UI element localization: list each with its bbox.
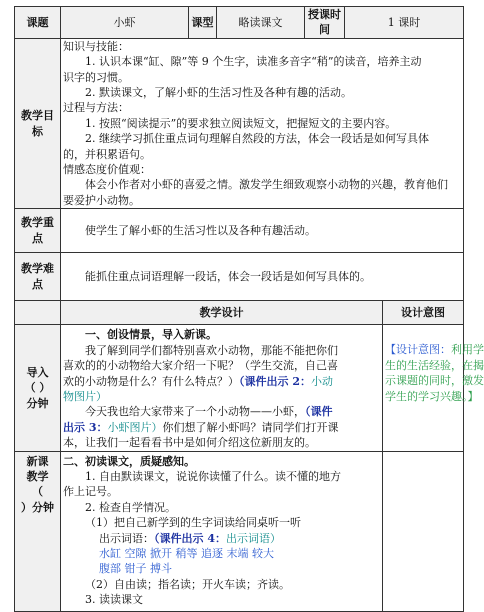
key-points-row <box>15 209 464 253</box>
type-label: 课型 <box>189 7 217 39</box>
design-header: 教学设计 <box>61 301 383 325</box>
intro-intent <box>383 325 484 451</box>
new-lesson-line: 2. 检查自学情况。 <box>85 500 176 514</box>
new-lesson-label-line: 教学 <box>26 469 49 483</box>
goals-line: 过程与方法： <box>63 101 129 115</box>
intent-line: 生的生活经验，在揭 <box>385 358 484 372</box>
key-points-content <box>61 209 464 253</box>
new-lesson-heading: 二、初读课文，质疑感知。 <box>63 454 195 468</box>
intent-line <box>385 342 484 357</box>
design-header-row <box>15 301 464 325</box>
goals-line: 要爱护小动物。 <box>63 193 140 207</box>
intro-text-span: 你们想了解小虾吗？请同学们打开课 <box>162 420 339 434</box>
slide-cue-text: 出示词语） <box>225 531 281 545</box>
intro-text-line <box>63 404 380 419</box>
slide-cue-text: 小动 <box>310 374 333 388</box>
intro-content <box>61 325 383 451</box>
slide-cue-text: 物图片） <box>63 389 107 403</box>
new-lesson-label-line: （ <box>32 485 43 499</box>
intro-text-span: 欢的小动物是什么？有什么特点？） <box>63 374 239 388</box>
intent-text: 利用学 <box>451 343 484 357</box>
vocab-line: 水缸 空隙 掀开 稍等 追逐 末端 较大 <box>99 546 274 560</box>
slide-cue-label: （课件 <box>305 405 333 419</box>
goals-line: 2. 默读课文，了解小虾的生活习性及各种有趣的活动。 <box>85 86 352 100</box>
intro-heading: 一、创设情景，导入新课。 <box>85 328 217 342</box>
goals-line: 知识与技能： <box>63 39 129 53</box>
intent-header: 设计意图 <box>383 301 464 325</box>
lesson-plan-table <box>14 6 484 612</box>
new-lesson-row <box>15 451 464 611</box>
intro-label-line: 分钟 <box>26 396 49 410</box>
course-value: 小虾 <box>61 7 189 39</box>
key-points-label: 教学重点 <box>15 209 61 253</box>
design-blank-cell <box>15 301 61 325</box>
difficulties-row <box>15 253 464 301</box>
new-lesson-label-line: ）分钟 <box>21 500 54 514</box>
goals-row <box>15 38 464 208</box>
new-lesson-content <box>61 451 383 611</box>
new-lesson-line: （2）自由读；指名读；开火车读；齐读。 <box>85 577 290 591</box>
hours-value: 1 课时 <box>345 7 464 39</box>
key-points-text: 使学生了解小虾的生活习性以及各种有趣活动。 <box>85 224 316 238</box>
new-lesson-line: 作上记号。 <box>63 485 118 499</box>
intro-text-line: 喜欢的的小动物给大家介绍一下呢？（学生交流，自己喜 <box>63 359 338 373</box>
new-lesson-line: （1）把自己新学到的生字词读给同桌听一听 <box>85 516 301 530</box>
difficulties-content <box>61 253 464 301</box>
intent-text: 【设计意图： <box>385 343 451 357</box>
intro-label <box>15 325 61 451</box>
new-lesson-label <box>15 451 61 611</box>
hours-label: 授课时间 <box>305 7 345 39</box>
intro-text-line: 我了解到同学们都特别喜欢小动物，那能不能把你们 <box>85 343 338 357</box>
intent-line: 示课题的同时，激发 <box>385 374 484 388</box>
goals-line: 1. 按照“阅读提示”的要求独立阅读短文，把握短文的主要内容。 <box>85 116 397 130</box>
course-label: 课题 <box>15 7 61 39</box>
slide-cue-label: （课件出示 2： <box>239 374 311 388</box>
new-lesson-line: 3. 读读课文 <box>85 593 143 607</box>
vocab-line: 腹部 钳子 搏斗 <box>99 562 172 576</box>
intro-label-line: 导入 <box>26 365 49 379</box>
difficulties-label: 教学难点 <box>15 253 61 301</box>
goals-line: 识字的习惯。 <box>63 70 129 84</box>
goals-line: 的，并积累语句。 <box>63 147 151 161</box>
intro-label-line: （ ） <box>24 381 51 395</box>
intro-text-line: 本，让我们一起看看书中是如何介绍这位新朋友的。 <box>63 436 316 450</box>
goals-line: 2. 继续学习抓住重点词句理解自然段的方法，体会一段话是如何写具体 <box>85 132 429 146</box>
intro-text-line <box>63 420 380 435</box>
slide-cue-label: 出示 3： <box>63 420 108 434</box>
slide-cue-text: 小虾图片） <box>107 420 163 434</box>
goals-label: 教学目标 <box>15 38 61 208</box>
difficulties-text: 能抓住重点词语理解一段话，体会一段话是如何写具体的。 <box>85 270 371 284</box>
intro-text-span: 今天我也给大家带来了一个小动物——小虾， <box>85 405 305 419</box>
new-lesson-label-line: 新课 <box>26 454 49 468</box>
slide-cue-label: （课件出示 4： <box>154 531 226 545</box>
goals-line: 情感态度价值观： <box>63 163 151 177</box>
goals-line: 1. 认识本课“缸、隙”等 9 个生字，读准多音字“稍”的读音，培养主动 <box>85 55 422 69</box>
new-lesson-text-span: 出示词语： <box>99 531 154 545</box>
intent-line: 学生的学习兴趣。】 <box>385 389 479 403</box>
new-lesson-line: 1. 自由默读课文，说说你读懂了什么。读不懂的地方 <box>85 469 341 483</box>
intro-text-line <box>63 374 380 389</box>
header-row <box>15 7 464 39</box>
goals-line: 体会小作者对小虾的喜爱之情。激发学生细致观察小动物的兴趣，教育他们 <box>85 178 448 192</box>
new-lesson-intent <box>383 451 464 611</box>
intro-row <box>15 325 464 451</box>
new-lesson-line <box>63 531 380 546</box>
type-value: 略读课文 <box>217 7 305 39</box>
goals-content <box>61 38 464 208</box>
